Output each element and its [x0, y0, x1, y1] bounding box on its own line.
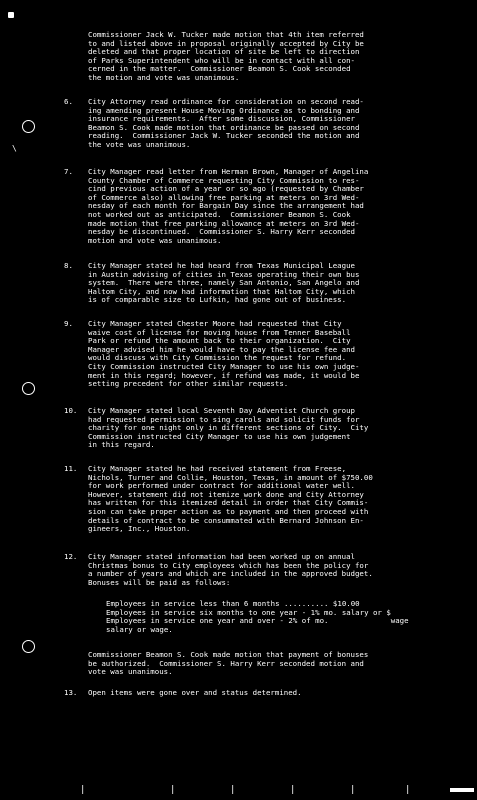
footer-tick: | — [170, 785, 176, 795]
margin-tick: \ — [12, 144, 17, 153]
footer-tick: | — [405, 785, 411, 795]
item-text: City Manager stated Chester Moore had requested that City waive cost of license for moving house from Tenner Baseball Park or refund the amount back to their organization. City Manager advised him he would have to pay the license fee and would discuss with City Commission the request for refund. City Commission instructed City Manager to use his own judge- ment in this regard; however, if refund was made, it would be setting precedent for other similar requests. — [88, 319, 360, 389]
punch-hole — [22, 382, 35, 395]
punch-hole — [22, 640, 35, 653]
item-number: 9. — [64, 319, 73, 328]
item-text: City Manager stated he had heard from Texas Municipal League in Austin advising of cities in Texas operating their own bus system. There were three, namely San Antonio, San Angelo and Haltom City, and now had information that Haltom City, which is of comparable size to Lufkin, had gone out of business. — [88, 261, 360, 305]
footer-tick: | — [290, 785, 296, 795]
item-number: 6. — [64, 97, 73, 106]
footer-tick: | — [80, 785, 86, 795]
item-number: 11. — [64, 464, 78, 473]
item-number: 7. — [64, 167, 73, 176]
item-text: City Manager read letter from Herman Brown, Manager of Angelina County Chamber of Commerce requesting City Commission to res- cind previous action of a year or so ago (requested by Chamber of Commerce also) allowing free parking at meters on 3rd Wed- nesday of each month for Bargain Day since the arrangement had not worked out as anticipated. Commissioner Beamon S. Cook made motion that free parking allowance at meters on 3rd Wed- nesday be discontinued. Commissioner S. Harry Kerr seconded motion and vote was unanimous. — [88, 167, 369, 245]
item-number: 12. — [64, 552, 78, 561]
bonus-motion: Commissioner Beamon S. Cook made motion that payment of bonuses be authorized. Commissioner S. Harry Kerr seconded motion and vote was unanimous. — [88, 650, 369, 677]
footer-marks — [60, 786, 477, 796]
item-text: City Manager stated local Seventh Day Adventist Church group had requested permission to sing carols and solicit funds for charity for one night only in different sections of City. City Commission instructed City Manager to use his own judgement in this regard. — [88, 406, 369, 450]
punch-hole — [22, 120, 35, 133]
item-text: City Manager stated information had been worked up on annual Christmas bonus to City employees which has been the policy for a number of years and which are included in the approved budget. Bonuses will be paid as follows: — [88, 552, 373, 587]
intro-paragraph: Commissioner Jack W. Tucker made motion that 4th item referred to and listed above in proposal originally accepted by City be deleted and that proper location of site be left to direction of Parks Superintendent who will be in contact with all con- cerned in the matter. Commissioner Beamon S. Cook seconded the motion and vote was unanimous. — [88, 30, 364, 82]
item-text: Open items were gone over and status determined. — [88, 688, 302, 697]
footer-bar — [450, 788, 474, 792]
bonus-schedule: Employees in service less than 6 months .......... $10.00 Employees in service six months to one year - 1% mo. salary or $ Employees in service one year and over - 2% of mo. wage salary or wage. — [106, 599, 409, 634]
item-text: City Attorney read ordinance for consideration on second read- ing amending present House Moving Ordinance as to bonding and insurance requirements. After some discussion, Commissioner Beamon S. Cook made motion that ordinance be passed on second reading. Commissioner Jack W. Tucker seconded the motion and the vote was unanimous. — [88, 97, 364, 149]
item-number: 13. — [64, 688, 78, 697]
footer-tick: | — [230, 785, 236, 795]
item-text: City Manager stated he had received statement from Freese, Nichols, Turner and Collie, Houston, Texas, in amount of $750.00 for work performed under contract for additional water well. However, statement did not itemize work done and City Attorney has written for this itemized detail in order that City Commis- sion can take proper action as to payment and then proceed with details of contract to be consummated with Bernard Johnson En- gineers, Inc., Houston. — [88, 464, 373, 534]
item-number: 8. — [64, 261, 73, 270]
corner-mark — [8, 12, 14, 18]
item-number: 10. — [64, 406, 78, 415]
footer-tick: | — [350, 785, 356, 795]
